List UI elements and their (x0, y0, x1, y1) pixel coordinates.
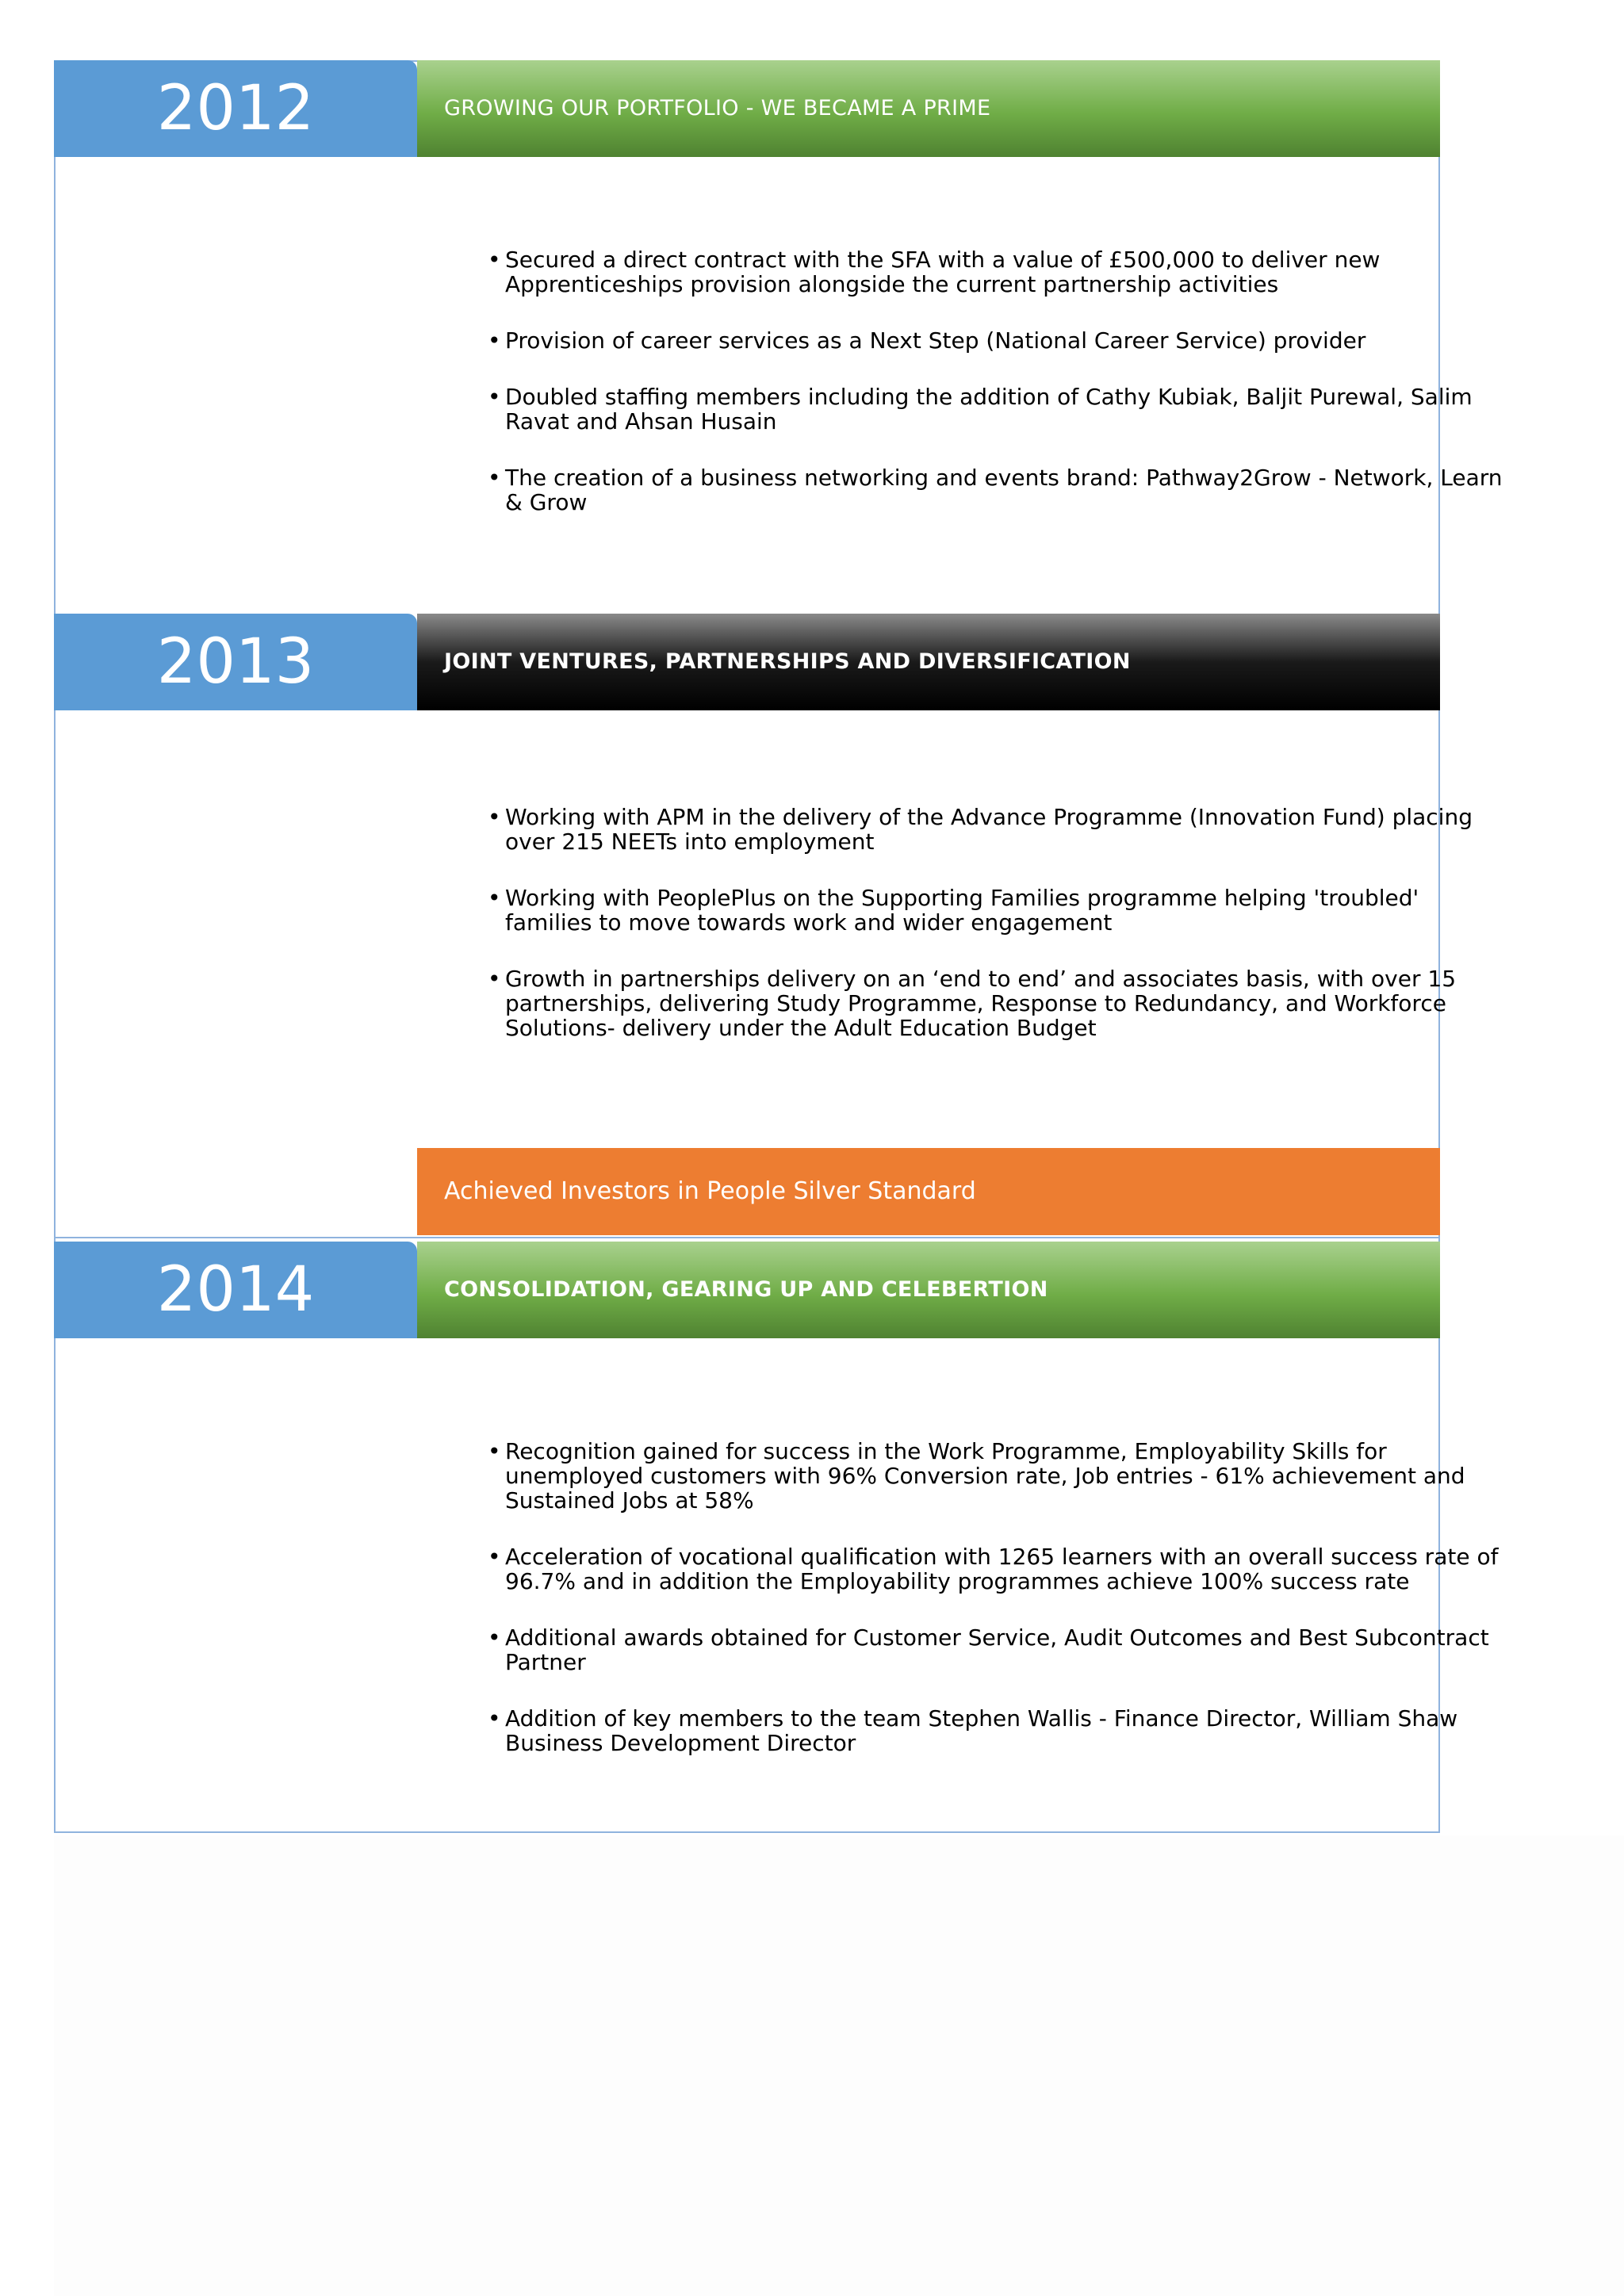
timeline-frame (54, 60, 1503, 1833)
list-item: • Doubled staffing members including the addition of Cathy Kubiak, Baljit Purewal, Salim Ravat and Ahsan Husain (488, 385, 1503, 434)
list-item: • Recognition gained for success in the Work Programme, Employability Skills for unemployed customers with 96% Conversion rate, Job entries - 61% achievement and Sustained Jobs at 58% (488, 1439, 1503, 1513)
bullet-list-2014 (488, 1439, 1503, 1787)
list-item: • Addition of key members to the team Stephen Wallis - Finance Director, William Shaw Business Development Director (488, 1706, 1503, 1755)
list-item: • Provision of career services as a Next Step (National Career Service) provider (488, 328, 1503, 353)
list-item: • Working with APM in the delivery of the Advance Programme (Innovation Fund) placing over 215 NEETs into employment (488, 805, 1503, 854)
list-item: • The creation of a business networking and events brand: Pathway2Grow - Network, Learn & Grow (488, 465, 1503, 515)
page-lower-background (54, 1835, 1624, 2296)
bullet-list-2012 (488, 247, 1503, 546)
list-item: • Acceleration of vocational qualification with 1265 learners with an overall success rate of 96.7% and in addition the Employability programmes achieve 100% success rate (488, 1544, 1503, 1594)
list-item: • Growth in partnerships delivery on an ‘end to end’ and associates basis, with over 15 partnerships, delivering Study Programme, Response to Redundancy, and Workforce Solutions- delivery under the Adult Education Budget (488, 966, 1503, 1040)
highlight-banner: Achieved Investors in People Silver Standard (417, 1148, 1440, 1235)
section-heading: CONSOLIDATION, GEARING UP AND CELEBERTION (417, 1242, 1440, 1338)
section-heading: JOINT VENTURES, PARTNERSHIPS AND DIVERSIFICATION (417, 614, 1440, 710)
section-divider (54, 1237, 1440, 1238)
list-item: • Additional awards obtained for Customer Service, Audit Outcomes and Best Subcontract Partner (488, 1625, 1503, 1674)
list-item: • Working with PeoplePlus on the Supporting Families programme helping 'troubled' families to move towards work and wider engagement (488, 886, 1503, 935)
year-tab: 2013 (54, 614, 417, 710)
list-item: • Secured a direct contract with the SFA with a value of £500,000 to deliver new Apprenticeships provision alongside the current partnership activities (488, 247, 1503, 297)
year-tab: 2012 (54, 60, 417, 157)
year-tab: 2014 (54, 1242, 417, 1338)
section-heading: GROWING OUR PORTFOLIO - WE BECAME A PRIME (417, 60, 1440, 157)
bullet-list-2013 (488, 805, 1503, 1072)
